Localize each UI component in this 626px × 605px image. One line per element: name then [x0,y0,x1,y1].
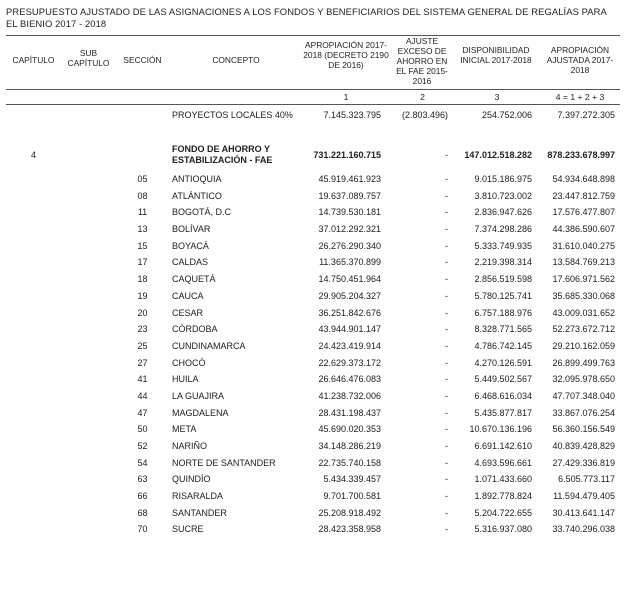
table-row [6,471,620,488]
cell-ajuste: - [445,290,448,301]
cell-ajuste: - [445,407,448,418]
cell-seccion: 41 [137,374,148,385]
cell-ajustada: 11.594.479.405 [553,491,615,502]
cell-apropiacion: 26.646.476.083 [318,374,381,385]
cell-ajustada: 47.707.348.040 [552,390,615,401]
cell-disponibilidad: 2.836.947.626 [474,207,532,218]
cell-seccion: 70 [137,524,148,535]
cell-disponibilidad: 2.219.398.314 [474,257,532,268]
cell-apropiacion: 45.690.020.353 [318,424,381,435]
cell-ajustada: 31.610.040.275 [552,240,615,251]
table-row [6,237,620,254]
budget-table [6,107,620,538]
table-row [6,521,620,538]
cell-disponibilidad: 1.071.433.660 [474,474,532,485]
cell-ajuste: - [445,240,448,251]
cell-apropiacion: 28.423.358.958 [318,524,381,535]
table-spacer-row [6,124,620,139]
cell-ajuste: - [445,357,448,368]
document-title: PRESUPUESTO AJUSTADO DE LAS ASIGNACIONES A LOS FONDOS Y BENEFICIARIOS DEL SISTEMA GENERAL DE REGALÍAS PARA EL BIENIO 2017 - 2018 [6,6,607,29]
cell-capitulo [6,271,61,288]
cell-disponibilidad: 10.670.136.196 [469,424,532,435]
cell-seccion: 11 [137,207,148,218]
table-row [6,404,620,421]
cell-apropiacion: 29.905.204.327 [318,290,381,301]
cell-capitulo [6,454,61,471]
cell-concepto: CAQUETÁ [172,274,216,285]
cell-disponibilidad: 2.856.519.598 [474,274,532,285]
cell-capitulo [6,187,61,204]
cell-disponibilidad: 6.468.616.034 [474,390,532,401]
column-number-1: 1 [343,92,349,102]
cell-ajustada: 26.899.499.763 [552,357,615,368]
cell-concepto: BOLÍVAR [172,224,211,235]
cell-ajuste: - [445,149,448,160]
cell-apropiacion: 43.944.901.147 [318,324,381,335]
cell-ajustada: 13.584.769.213 [552,257,615,268]
cell-capitulo [6,107,61,124]
cell-capitulo [6,321,61,338]
cell-concepto: CÓRDOBA [172,324,218,335]
cell-ajuste: - [445,491,448,502]
cell-capitulo [6,388,61,405]
cell-apropiacion: 5.434.339.457 [323,474,381,485]
cell-disponibilidad: 1.892.778.824 [474,491,532,502]
cell-ajuste: - [445,374,448,385]
cell-ajustada: 17.576.477.807 [552,207,615,218]
cell-capitulo [6,304,61,321]
cell-capitulo [6,504,61,521]
cell-seccion: 17 [137,257,148,268]
cell-ajustada: 878.233.678.997 [547,149,615,160]
cell-disponibilidad: 6.757.188.976 [474,307,532,318]
cell-disponibilidad: 4.693.596.661 [474,457,532,468]
cell-apropiacion: 19.637.089.757 [318,190,381,201]
cell-ajustada: 43.009.031.652 [552,307,615,318]
cell-disponibilidad: 5.449.502.567 [474,374,532,385]
header-capitulo: CAPÍTULO [12,55,55,65]
cell-ajustada: 23.447.812.759 [552,190,615,201]
cell-ajuste: - [445,174,448,185]
cell-apropiacion: 11.365.370.899 [319,257,381,268]
cell-seccion [116,139,169,171]
cell-seccion: 25 [137,340,148,351]
cell-subcapitulo [61,237,116,254]
table-row [6,488,620,505]
cell-concepto: BOYACÁ [172,240,209,251]
cell-concepto: ANTIOQUIA [172,174,222,185]
cell-disponibilidad: 9.015.186.975 [474,174,532,185]
table-row [6,438,620,455]
table-row [6,254,620,271]
cell-seccion: 20 [137,307,148,318]
cell-ajuste: - [445,207,448,218]
cell-ajuste: - [445,324,448,335]
cell-disponibilidad: 5.316.937.080 [474,524,532,535]
cell-capitulo [6,254,61,271]
spacer-cell [6,124,620,139]
cell-ajuste: - [445,274,448,285]
cell-capitulo [6,221,61,238]
cell-ajuste: - [445,524,448,535]
cell-concepto: FONDO DE AHORRO Y ESTABILIZACIÓN - FAE [172,144,273,165]
cell-ajustada: 6.505.773.117 [558,474,615,485]
table-row [6,288,620,305]
cell-apropiacion: 34.148.286.219 [318,441,381,452]
header-ajuste: AJUSTE EXCESO DE AHORRO EN EL FAE 2015-2016 [396,36,448,86]
table-row [6,171,620,188]
cell-seccion: 63 [137,474,148,485]
cell-concepto: SUCRE [172,524,204,535]
header-apropiacion: APROPIACIÓN 2017-2018 (DECRETO 2190 DE 2016) [303,40,389,70]
cell-concepto: CALDAS [172,257,209,268]
cell-concepto: QUINDÍO [172,474,211,485]
cell-ajustada: 33.740.296.038 [552,524,615,535]
header-subcapitulo: SUB CAPÍTULO [67,48,110,68]
cell-ajustada: 32.095.978.650 [552,374,615,385]
cell-seccion: 54 [137,457,148,468]
cell-capitulo [6,438,61,455]
cell-apropiacion: 731.221.160.715 [313,149,381,160]
cell-ajuste: - [445,257,448,268]
cell-ajuste: - [445,224,448,235]
cell-apropiacion: 22.735.740.158 [318,457,381,468]
cell-disponibilidad: 3.810.723.002 [474,190,532,201]
cell-ajuste: - [445,424,448,435]
header-bottom-rule [6,104,620,105]
cell-concepto: BOGOTÁ, D.C [172,207,232,218]
cell-disponibilidad: 147.012.518.282 [464,149,532,160]
cell-capitulo [6,371,61,388]
cell-subcapitulo [61,521,116,538]
cell-concepto: LA GUAJIRA [172,390,225,401]
column-number-2: 2 [420,92,425,102]
cell-concepto: PROYECTOS LOCALES 40% [172,110,293,121]
cell-subcapitulo [61,221,116,238]
cell-ajustada: 29.210.162.059 [552,340,615,351]
cell-subcapitulo [61,204,116,221]
header-ajustada: APROPIACIÓN AJUSTADA 2017-2018 [546,45,614,75]
cell-concepto: CHOCÓ [172,357,206,368]
cell-seccion: 68 [137,507,148,518]
cell-capitulo [6,338,61,355]
cell-ajuste: - [445,457,448,468]
header-seccion: SECCIÓN [123,55,162,65]
cell-ajustada: 27.429.336.819 [552,457,615,468]
cell-capitulo [6,237,61,254]
cell-ajustada: 7.397.272.305 [557,110,615,121]
cell-apropiacion: 41.238.732.006 [318,390,381,401]
cell-capitulo: 4 [30,149,36,160]
cell-capitulo [6,204,61,221]
cell-subcapitulo [61,271,116,288]
table-row [6,187,620,204]
cell-apropiacion: 14.739.530.181 [318,207,381,218]
cell-subcapitulo [61,504,116,521]
cell-seccion: 18 [137,274,148,285]
cell-seccion [116,107,169,124]
cell-subcapitulo [61,187,116,204]
cell-apropiacion: 45.919.461.923 [318,174,381,185]
cell-ajustada: 17.606.971.562 [552,274,615,285]
cell-ajuste: - [445,340,448,351]
cell-seccion: 47 [137,407,148,418]
cell-concepto: META [172,424,197,435]
table-row [6,504,620,521]
cell-disponibilidad: 5.333.749.935 [474,240,532,251]
cell-seccion: 44 [137,390,148,401]
cell-seccion: 08 [137,190,148,201]
cell-concepto: HUILA [172,374,199,385]
cell-ajustada: 35.685.330.068 [552,290,615,301]
cell-subcapitulo [61,371,116,388]
table-row [6,354,620,371]
cell-concepto: RISARALDA [172,491,224,502]
cell-apropiacion: 25.208.918.492 [318,507,381,518]
cell-seccion: 66 [137,491,148,502]
cell-concepto: MAGDALENA [172,407,229,418]
table-row [6,271,620,288]
cell-ajustada: 30.413.641.147 [552,507,615,518]
cell-subcapitulo [61,107,116,124]
cell-subcapitulo [61,304,116,321]
cell-capitulo [6,421,61,438]
cell-subcapitulo [61,471,116,488]
cell-apropiacion: 36.251.842.676 [318,307,381,318]
table-row [6,321,620,338]
cell-disponibilidad: 6.691.142.610 [474,441,532,452]
cell-subcapitulo [61,139,116,171]
cell-apropiacion: 14.750.451.964 [318,274,381,285]
cell-ajustada: 54.934.648.898 [552,174,615,185]
table-row-proyectos-locales [6,107,620,124]
cell-subcapitulo [61,404,116,421]
cell-apropiacion: 37.012.292.321 [318,224,381,235]
cell-seccion: 05 [137,174,148,185]
budget-table-body [6,107,620,538]
cell-capitulo [6,521,61,538]
table-row [6,421,620,438]
cell-concepto: SANTANDER [172,507,227,518]
header-concepto: CONCEPTO [212,55,260,65]
cell-seccion: 52 [137,441,148,452]
cell-ajuste: - [445,390,448,401]
table-row [6,388,620,405]
cell-disponibilidad: 4.786.742.145 [474,340,532,351]
cell-capitulo [6,288,61,305]
cell-apropiacion: 22.629.373.172 [318,357,381,368]
cell-apropiacion: 24.423.419.914 [318,340,381,351]
cell-capitulo [6,171,61,188]
cell-ajuste: - [445,474,448,485]
cell-capitulo [6,471,61,488]
cell-subcapitulo [61,321,116,338]
table-row [6,304,620,321]
header-top-rule [6,35,620,36]
cell-capitulo [6,404,61,421]
cell-apropiacion: 26.276.290.340 [318,240,381,251]
cell-subcapitulo [61,338,116,355]
cell-ajustada: 56.360.156.549 [552,424,615,435]
cell-subcapitulo [61,354,116,371]
cell-concepto: ATLÁNTICO [172,190,222,201]
cell-capitulo [6,354,61,371]
cell-ajuste: - [445,190,448,201]
cell-concepto: CUNDINAMARCA [172,340,246,351]
cell-seccion: 50 [137,424,148,435]
cell-disponibilidad: 5.435.877.817 [474,407,532,418]
table-row [6,371,620,388]
cell-seccion: 15 [137,240,148,251]
cell-ajuste: - [445,307,448,318]
cell-concepto: CAUCA [172,290,204,301]
cell-concepto: NORTE DE SANTANDER [172,457,276,468]
cell-apropiacion: 9.701.700.581 [323,491,381,502]
cell-disponibilidad: 4.270.126.591 [474,357,532,368]
cell-concepto: CESAR [172,307,204,318]
cell-disponibilidad: 5.204.722.655 [474,507,532,518]
cell-ajustada: 40.839.428.829 [552,441,615,452]
cell-disponibilidad: 7.374.298.286 [474,224,532,235]
cell-subcapitulo [61,488,116,505]
table-row [6,221,620,238]
cell-ajustada: 52.273.672.712 [552,324,615,335]
column-number-3: 3 [494,92,500,102]
cell-seccion: 19 [137,290,148,301]
header-mid-rule [6,89,620,90]
cell-apropiacion: 28.431.198.437 [318,407,381,418]
cell-disponibilidad: 8.328.771.565 [474,324,532,335]
cell-disponibilidad: 254.752.006 [481,110,532,121]
cell-seccion: 13 [137,224,148,235]
cell-seccion: 23 [137,324,148,335]
cell-concepto: NARIÑO [172,441,208,452]
cell-subcapitulo [61,388,116,405]
column-number-4: 4 = 1 + 2 + 3 [555,92,605,102]
cell-apropiacion: 7.145.323.795 [323,110,381,121]
cell-ajuste: - [445,441,448,452]
cell-subcapitulo [61,438,116,455]
cell-ajustada: 44.386.590.607 [552,224,615,235]
cell-disponibilidad: 5.780.125.741 [474,290,532,301]
table-row-fondo-fae [6,139,620,171]
cell-subcapitulo [61,171,116,188]
table-row [6,454,620,471]
cell-subcapitulo [61,454,116,471]
cell-subcapitulo [61,288,116,305]
cell-seccion: 27 [137,357,148,368]
cell-ajuste: - [445,507,448,518]
cell-capitulo [6,488,61,505]
cell-subcapitulo [61,421,116,438]
header-disponibilidad: DISPONIBILIDAD INICIAL 2017-2018 [460,45,532,65]
table-row [6,338,620,355]
cell-ajustada: 33.867.076.254 [552,407,615,418]
cell-subcapitulo [61,254,116,271]
cell-ajuste: (2.803.496) [401,110,448,121]
table-row [6,204,620,221]
